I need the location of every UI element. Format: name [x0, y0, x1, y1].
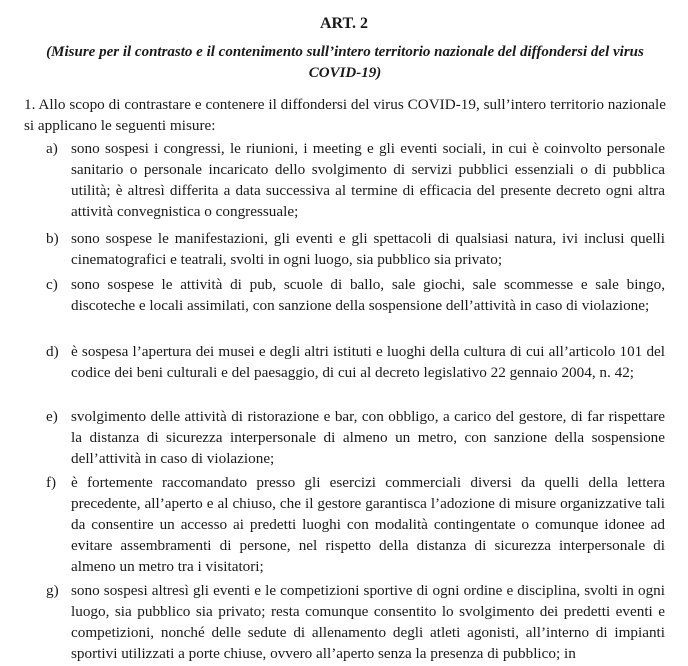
- list-item-text: è fortemente raccomandato presso gli esercizi commerciali diversi da quelli della lettera precedente, all’aperto e al chiuso, che il gestore garantisca l’adozione di misure organizzative tali da consentire un accesso ai predetti luoghi con modalità contingentate o comunque idonee ad evitare assembramenti di persone, nel rispetto della distanza di sicurezza interpersonale di almeno un metro tra i visitatori;: [71, 474, 665, 575]
- article-subtitle: (Misure per il contrasto e il contenimento sull’intero territorio nazionale del diffondersi del virus COVID-19): [46, 44, 644, 81]
- list-item-label: e): [46, 408, 58, 425]
- list-item-label: b): [46, 230, 59, 247]
- article-intro-paragraph: 1. Allo scopo di contrastare e contenere il diffondersi del virus COVID-19, sull’intero territorio nazionale si applicano le seguenti misure:: [24, 96, 666, 134]
- list-item-text: sono sospesi i congressi, le riunioni, i meeting e gli eventi sociali, in cui è coinvolto personale sanitario o personale incaricato dello svolgimento di servizi pubblici essenziali o di pubblica utilità; è altresì differita a data successiva al termine di efficacia del presente decreto ogni altra attività convegnistica o congressuale;: [71, 140, 665, 220]
- list-item-label: d): [46, 343, 59, 360]
- list-item-text: svolgimento delle attività di ristorazione e bar, con obbligo, a carico del gestore, di far rispettare la distanza di sicurezza interpersonale di almeno un metro, con sanzione della sospensione dell’attività in caso di violazione;: [71, 408, 665, 467]
- list-item-text: sono sospesi altresì gli eventi e le competizioni sportive di ogni ordine e disciplina, svolti in ogni luogo, sia pubblico sia privato; resta comunque consentito lo svolgimento dei predetti eventi e competizioni, nonché delle sedute di allenamento degli atleti agonisti, all’interno di impianti sportivi utilizzati a porte chiuse, ovvero all’aperto senza la presenza di pubblico; in: [71, 582, 665, 662]
- list-item-label: c): [46, 276, 58, 293]
- article-title: ART. 2: [319, 15, 369, 32]
- list-item-label: f): [46, 474, 57, 491]
- list-item-text: è sospesa l’apertura dei musei e degli altri istituti e luoghi della cultura di cui all’articolo 101 del codice dei beni culturali e del paesaggio, di cui al decreto legislativo 22 gennaio 2004, n. 42;: [71, 343, 665, 381]
- list-item-label: a): [46, 140, 58, 157]
- list-item-text: sono sospese le attività di pub, scuole di ballo, sale giochi, sale scommesse e sale bingo, discoteche e locali assimilati, con sanzione della sospensione dell’attività in caso di violazione;: [71, 276, 665, 314]
- list-item-text: sono sospese le manifestazioni, gli eventi e gli spettacoli di qualsiasi natura, ivi inclusi quelli cinematografici e teatrali, svolti in ogni luogo, sia pubblico sia privato;: [71, 230, 665, 268]
- list-item-label: g): [46, 582, 59, 599]
